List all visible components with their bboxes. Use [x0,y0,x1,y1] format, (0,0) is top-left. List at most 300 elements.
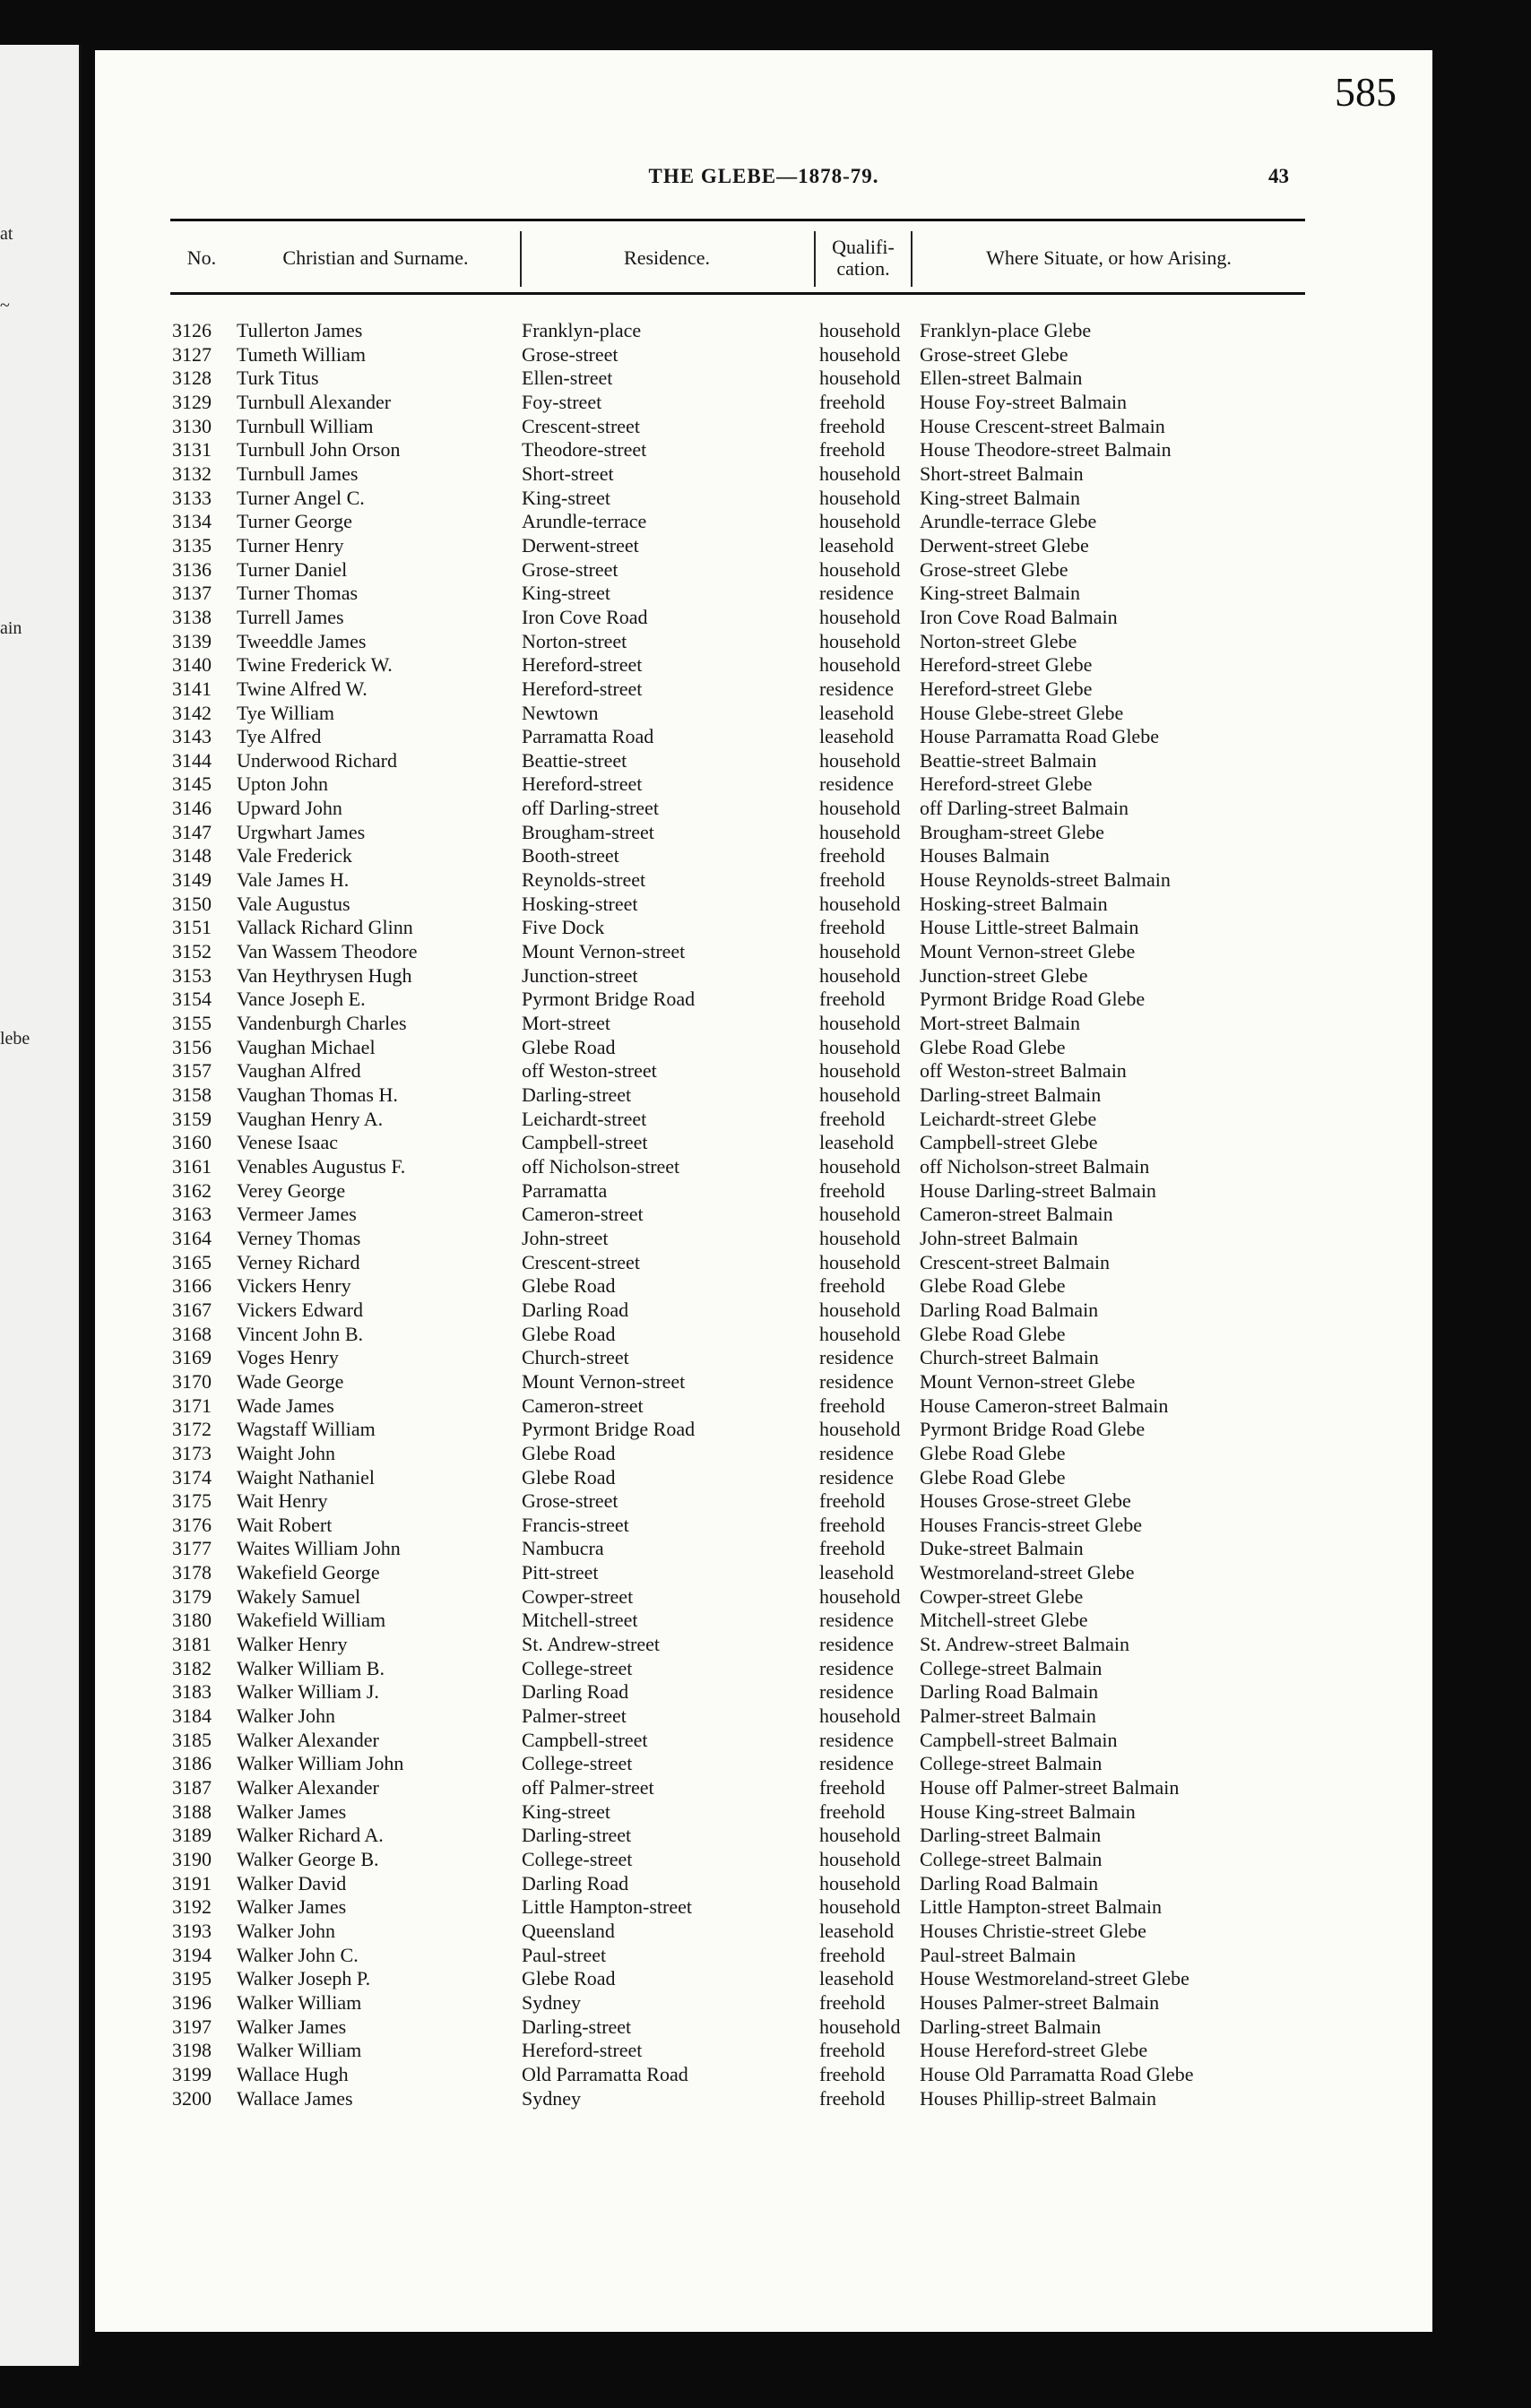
elector-name: Twine Frederick W. [237,653,393,677]
where-situate: Darling Road Balmain [920,1298,1099,1321]
where-situate: Mort-street Balmain [920,1012,1081,1035]
row-number: 3171 [172,1394,212,1417]
row-number: 3193 [172,1919,212,1942]
row-number: 3182 [172,1656,212,1679]
residence: Church-street [522,1346,629,1369]
residence: Hosking-street [522,892,638,915]
residence: Glebe Road [522,1322,616,1345]
where-situate: Darling Road Balmain [920,1871,1099,1894]
qualification: household [819,1705,901,1728]
where-situate: Glebe Road Glebe [920,1035,1066,1058]
table-row [95,1155,1432,1179]
elector-name: Van Heythrysen Hugh [237,963,412,987]
row-number: 3134 [172,510,212,533]
qualification: household [819,940,901,963]
elector-name: Twine Alfred W. [237,677,368,700]
where-situate: Houses Francis-street Glebe [920,1513,1143,1536]
residence: Five Dock [522,916,605,939]
table-row [95,1274,1432,1299]
table-row [95,893,1432,917]
row-number: 3166 [172,1274,212,1298]
where-situate: King-street Balmain [920,486,1081,509]
elector-name: Tullerton James [237,319,363,341]
residence: off Palmer-street [522,1776,654,1800]
where-situate: Little Hampton-street Balmain [920,1895,1163,1919]
elector-name: Underwood Richard [237,748,398,772]
row-number: 3160 [172,1131,212,1154]
elector-name: Wade George [237,1369,344,1393]
row-number: 3158 [172,1083,212,1106]
residence: Grose-street [522,1489,618,1513]
residence: Darling Road [522,1871,629,1894]
residence: Ellen-street [522,367,613,390]
row-number: 3131 [172,438,212,462]
elector-name: Tye Alfred [237,725,322,748]
elector-name: Tweeddle James [237,629,367,652]
where-situate: Hereford-street Glebe [920,677,1093,700]
table-row [95,1776,1432,1800]
table-row [95,1394,1432,1419]
folio-number: 43 [1268,165,1289,187]
table-row [95,797,1432,821]
qualification: freehold [819,1107,886,1130]
elector-name: Walker David [237,1871,347,1894]
where-situate: House Darling-street Balmain [920,1178,1156,1202]
where-situate: Darling-street Balmain [920,2015,1102,2038]
table-row [95,749,1432,773]
table-row [95,1729,1432,1753]
table-row [95,702,1432,726]
qualification: leasehold [819,1131,895,1154]
where-situate: Crescent-street Balmain [920,1250,1110,1273]
table-row [95,844,1432,868]
row-number: 3138 [172,605,212,628]
qualification: freehold [819,1943,886,1966]
residence: College-street [522,1752,633,1775]
table-row [95,1323,1432,1347]
table-row [95,1418,1432,1442]
row-number: 3190 [172,1848,212,1870]
elector-name: Verney Richard [237,1250,360,1273]
residence: Mount Vernon-street [522,1369,686,1393]
row-number: 3199 [172,2062,212,2085]
table-row [95,1967,1432,1991]
elector-name: Vickers Henry [237,1274,351,1298]
where-situate: College-street Balmain [920,1656,1103,1679]
table-row [95,1752,1432,1776]
where-situate: Grose-street Glebe [920,557,1068,581]
table-row [95,1872,1432,1896]
where-situate: Beattie-street Balmain [920,748,1097,772]
elector-name: Tye William [237,701,334,724]
residence: Hereford-street [522,2039,643,2062]
elector-name: Waites William John [237,1537,401,1560]
qualification: household [819,1584,901,1608]
table-row [95,1227,1432,1251]
where-situate: House Little-street Balmain [920,916,1139,939]
where-situate: Westmoreland-street Glebe [920,1561,1135,1584]
qualification: freehold [819,916,886,939]
elector-name: Walker John [237,1919,336,1942]
table-row [95,1920,1432,1944]
residence: Darling-street [522,1824,632,1847]
qualification: freehold [819,1537,886,1560]
residence: Hereford-street [522,772,643,796]
row-number: 3161 [172,1154,212,1178]
table-row [95,1346,1432,1370]
qualification: residence [819,1369,895,1393]
table-row [95,772,1432,797]
table-row [95,2039,1432,2063]
where-situate: King-street Balmain [920,582,1081,605]
elector-name: Wagstaff William [237,1418,376,1441]
qualification: household [819,892,901,915]
qualification: leasehold [819,533,895,557]
table-row [95,1083,1432,1108]
elector-name: Walker George B. [237,1848,379,1870]
where-situate: House Westmoreland-street Glebe [920,1967,1189,1990]
elector-name: Turnbull William [237,414,374,437]
where-situate: Houses Grose-street Glebe [920,1489,1131,1513]
col-header-residence: Residence. [624,246,710,269]
table-row [95,940,1432,964]
where-situate: Cowper-street Glebe [920,1584,1084,1608]
where-situate: Arundle-terrace Glebe [920,510,1097,533]
row-number: 3177 [172,1537,212,1560]
residence: Nambucra [522,1537,604,1560]
qualification: freehold [819,1274,886,1298]
elector-name: Wakefield George [237,1561,380,1584]
row-number: 3167 [172,1298,212,1321]
elector-name: Wallace Hugh [237,2062,349,2085]
row-number: 3149 [172,868,212,892]
where-situate: Pyrmont Bridge Road Glebe [920,988,1146,1011]
row-number: 3140 [172,653,212,677]
row-number: 3163 [172,1203,212,1226]
residence: Palmer-street [522,1705,627,1728]
residence: Booth-street [522,844,619,867]
table-row [95,510,1432,534]
table-row [95,868,1432,893]
qualification: household [819,1418,901,1441]
where-situate: Hereford-street Glebe [920,653,1093,677]
residence: Campbell-street [522,1728,648,1751]
table-row [95,2087,1432,2111]
where-situate: House Old Parramatta Road Glebe [920,2062,1194,2085]
where-situate: St. Andrew-street Balmain [920,1633,1130,1656]
qualification: residence [819,1728,895,1751]
row-number: 3141 [172,677,212,700]
residence: College-street [522,1656,633,1679]
row-number: 3152 [172,940,212,963]
where-situate: Hereford-street Glebe [920,772,1093,796]
row-number: 3150 [172,892,212,915]
qualification: residence [819,772,895,796]
table-row [95,678,1432,702]
row-number: 3164 [172,1226,212,1249]
qualification: freehold [819,2086,886,2110]
elector-name: Vale James H. [237,868,350,892]
qualification: residence [819,1465,895,1489]
where-situate: College-street Balmain [920,1848,1103,1870]
qualification: freehold [819,1776,886,1800]
row-number: 3143 [172,725,212,748]
qualification: residence [819,1656,895,1679]
row-number: 3129 [172,390,212,413]
residence: Norton-street [522,629,627,652]
adjacent-page-fragment: lebe [0,1029,30,1049]
row-number: 3176 [172,1513,212,1536]
row-number: 3174 [172,1465,212,1489]
residence: Arundle-terrace [522,510,647,533]
table-row [95,1179,1432,1204]
elector-name: Turk Titus [237,367,319,390]
table-row [95,1585,1432,1610]
elector-name: Vaughan Thomas H. [237,1083,398,1106]
qualification: household [819,797,901,820]
table-row [95,1895,1432,1920]
table-row [95,630,1432,654]
adjacent-page-fragment: at [0,224,13,244]
elector-name: Turner Angel C. [237,486,365,509]
table-row [95,2015,1432,2040]
qualification: household [819,1322,901,1345]
table-row [95,1824,1432,1848]
row-number: 3200 [172,2086,212,2110]
residence: Short-street [522,462,614,485]
where-situate: Palmer-street Balmain [920,1705,1096,1728]
row-number: 3197 [172,2015,212,2038]
elector-name: Walker William [237,1990,362,2014]
where-situate: Church-street Balmain [920,1346,1099,1369]
residence: Mort-street [522,1012,610,1035]
where-situate: Hosking-street Balmain [920,892,1108,915]
table-row [95,1609,1432,1633]
row-number: 3189 [172,1824,212,1847]
residence: Derwent-street [522,533,639,557]
qualification: freehold [819,1489,886,1513]
elector-name: Upward John [237,797,342,820]
elector-name: Verney Thomas [237,1226,361,1249]
table-row [95,1466,1432,1490]
qualification: household [819,748,901,772]
qualification: household [819,1012,901,1035]
residence: Foy-street [522,390,602,413]
qualification: household [819,462,901,485]
elector-name: Turner Henry [237,533,344,557]
table-row [95,438,1432,462]
residence: off Darling-street [522,797,659,820]
residence: Cameron-street [522,1394,644,1417]
elector-name: Wakefield William [237,1609,386,1632]
residence: Francis-street [522,1513,629,1536]
residence: Darling Road [522,1680,629,1704]
elector-name: Wade James [237,1394,334,1417]
qualification: freehold [819,988,886,1011]
row-number: 3170 [172,1369,212,1393]
qualification: household [819,1059,901,1083]
elector-name: Venese Isaac [237,1131,338,1154]
where-situate: House Hereford-street Glebe [920,2039,1148,2062]
row-number: 3185 [172,1728,212,1751]
row-number: 3187 [172,1776,212,1800]
where-situate: off Weston-street Balmain [920,1059,1127,1083]
where-situate: Darling-street Balmain [920,1083,1102,1106]
col-header-no: No. [186,246,217,269]
table-row [95,1633,1432,1657]
where-situate: Iron Cove Road Balmain [920,605,1118,628]
where-situate: College-street Balmain [920,1752,1103,1775]
residence: Grose-street [522,557,618,581]
elector-name: Wait Robert [237,1513,333,1536]
elector-name: Wakely Samuel [237,1584,361,1608]
elector-name: Upton John [237,772,329,796]
table-row [95,1680,1432,1705]
qualification: residence [819,1680,895,1704]
residence: Sydney [522,1990,581,2014]
where-situate: House off Palmer-street Balmain [920,1776,1180,1800]
qualification: household [819,1203,901,1226]
elector-name: Walker Henry [237,1633,348,1656]
residence: Newtown [522,701,599,724]
qualification: household [819,1848,901,1870]
row-number: 3180 [172,1609,212,1632]
col-header-name: Christian and Surname. [282,246,469,269]
residence: Iron Cove Road [522,605,648,628]
where-situate: Mount Vernon-street Glebe [920,940,1136,963]
where-situate: Derwent-street Glebe [920,533,1089,557]
where-situate: House Reynolds-street Balmain [920,868,1171,892]
row-number: 3137 [172,582,212,605]
row-number: 3157 [172,1059,212,1083]
elector-name: Vermeer James [237,1203,357,1226]
elector-name: Walker James [237,2015,347,2038]
qualification: leasehold [819,725,895,748]
table-row [95,343,1432,367]
qualification: household [819,1035,901,1058]
table-row [95,821,1432,845]
elector-name: Voges Henry [237,1346,339,1369]
table-row [95,462,1432,487]
row-number: 3147 [172,820,212,843]
table-row [95,415,1432,439]
where-situate: Houses Phillip-street Balmain [920,2086,1156,2110]
where-situate: Leichardt-street Glebe [920,1107,1097,1130]
row-number: 3181 [172,1633,212,1656]
qualification: freehold [819,868,886,892]
table-row [95,1800,1432,1825]
table-row [95,653,1432,678]
row-number: 3188 [172,1800,212,1823]
table-row [95,916,1432,940]
where-situate: Junction-street Glebe [920,963,1088,987]
table-row [95,964,1432,988]
row-number: 3132 [172,462,212,485]
qualification: residence [819,582,895,605]
adjacent-page-fragment: ain [0,618,22,638]
elector-name: Vaughan Henry A. [237,1107,384,1130]
elector-name: Walker James [237,1800,347,1823]
elector-name: Turner Thomas [237,582,359,605]
qualification: freehold [819,1990,886,2014]
running-head: THE GLEBE—1878-79. [648,165,879,187]
qualification: household [819,1226,901,1249]
row-number: 3175 [172,1489,212,1513]
residence: Hereford-street [522,677,643,700]
elector-name: Vale Frederick [237,844,352,867]
elector-name: Vallack Richard Glinn [237,916,413,939]
residence: Theodore-street [522,438,647,462]
qualification: freehold [819,438,886,462]
residence: Beattie-street [522,748,627,772]
qualification: household [819,1871,901,1894]
residence: Grose-street [522,342,618,366]
row-number: 3130 [172,414,212,437]
residence: Paul-street [522,1943,607,1966]
where-situate: Campbell-street Balmain [920,1728,1118,1751]
residence: Queensland [522,1919,615,1942]
table-row [95,988,1432,1012]
elector-name: Vance Joseph E. [237,988,366,1011]
residence: College-street [522,1848,633,1870]
residence: Darling Road [522,1298,629,1321]
qualification: household [819,605,901,628]
elector-name: Walker Joseph P. [237,1967,371,1990]
table-row [95,1059,1432,1083]
table-row [95,1705,1432,1729]
qualification: household [819,510,901,533]
row-number: 3154 [172,988,212,1011]
qualification: household [819,1824,901,1847]
header-rule-top [170,219,1305,221]
qualification: household [819,1895,901,1919]
qualification: leasehold [819,1967,895,1990]
row-number: 3192 [172,1895,212,1919]
qualification: freehold [819,1178,886,1202]
qualification: household [819,1250,901,1273]
table-row [95,391,1432,415]
residence: Sydney [522,2086,581,2110]
row-number: 3165 [172,1250,212,1273]
row-number: 3159 [172,1107,212,1130]
residence: Cowper-street [522,1584,634,1608]
row-number: 3162 [172,1178,212,1202]
row-number: 3151 [172,916,212,939]
residence: Hereford-street [522,653,643,677]
qualification: freehold [819,1800,886,1823]
residence: Glebe Road [522,1465,616,1489]
qualification: household [819,2015,901,2038]
table-row [95,1299,1432,1323]
row-number: 3178 [172,1561,212,1584]
adjacent-page-edge [0,45,82,2366]
elector-name: Turnbull John Orson [237,438,401,462]
table-row [95,1561,1432,1585]
where-situate: Houses Christie-street Glebe [920,1919,1146,1942]
qualification: residence [819,1609,895,1632]
qualification: residence [819,1752,895,1775]
qualification: freehold [819,844,886,867]
qualification: residence [819,1441,895,1464]
residence: Glebe Road [522,1274,616,1298]
residence: off Nicholson-street [522,1154,680,1178]
elector-name: Waight Nathaniel [237,1465,376,1489]
residence: Pyrmont Bridge Road [522,988,696,1011]
elector-name: Turrell James [237,605,344,628]
residence: Parramatta [522,1178,608,1202]
residence: Brougham-street [522,820,654,843]
elector-name: Turnbull Alexander [237,390,392,413]
